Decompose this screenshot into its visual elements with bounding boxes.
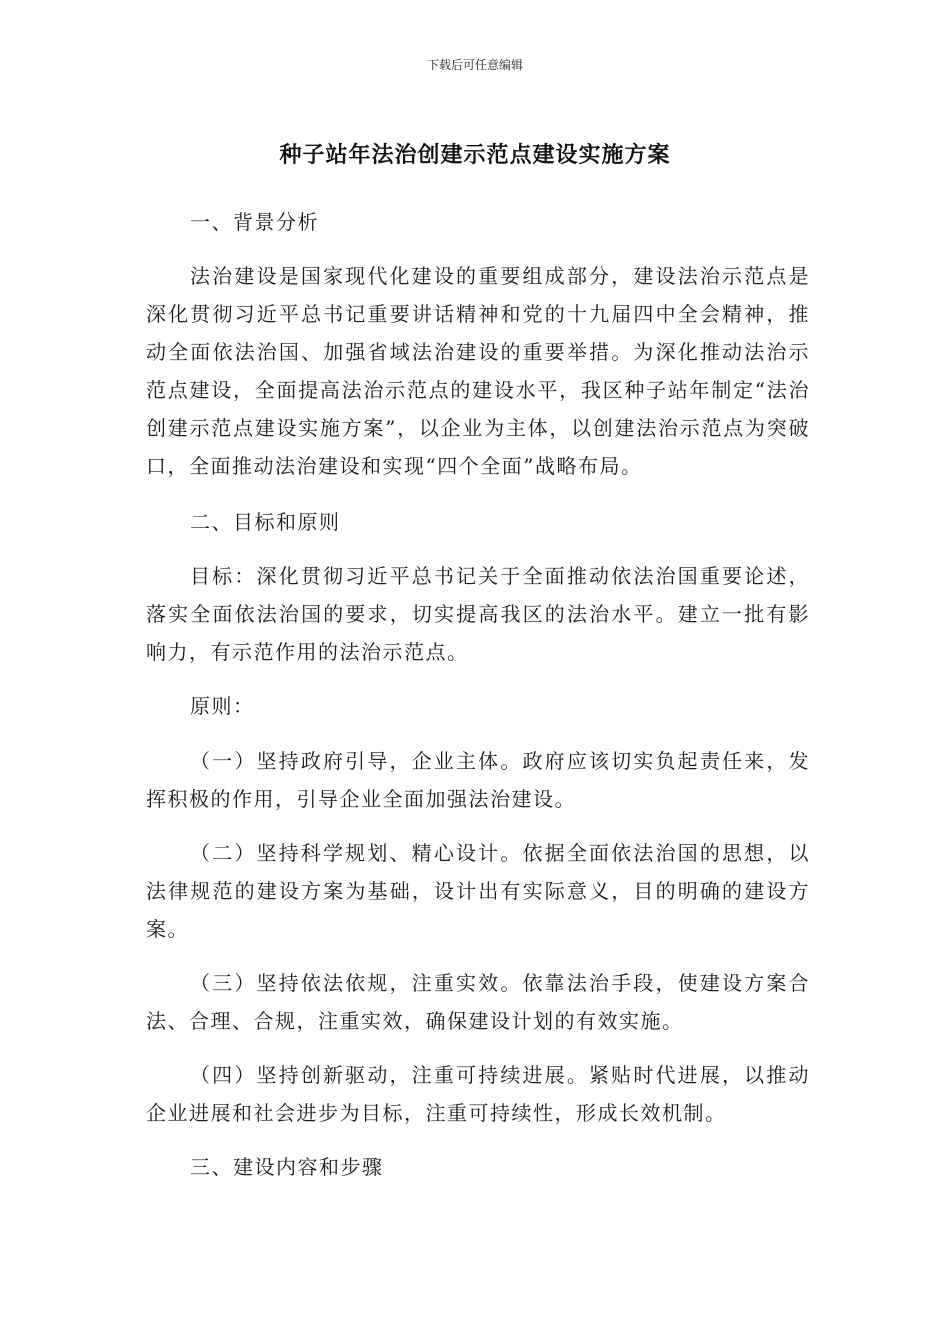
paragraph-goal: 目标：深化贯彻习近平总书记关于全面推动依法治国重要论述，落实全面依法治国的要求，切实提高我区的法治水平。建立一批有影响力，有示范作用的法治示范点。 (146, 564, 810, 664)
principle-item-2: （二）坚持科学规划、精心设计。依据全面依法治国的思想，以法律规范的建设方案为基础，设计出有实际意义，目的明确的建设方案。 (146, 841, 810, 941)
section-heading-goals: 二、目标和原则 (190, 510, 341, 534)
paragraph-background: 法治建设是国家现代化建设的重要组成部分，建设法治示范点是深化贯彻习近平总书记重要讲话精神和党的十九届四中全会精神，推动全面依法治国、加强省域法治建设的重要举措。为深化推动法治示范点建设，全面提高法治示范点的建设水平，我区种子站年制定“法治创建示范点建设实施方案”，以企业为主体，以创建法治示范点为突破口，全面推动法治建设和实现“四个全面”战略布局。 (146, 264, 810, 478)
principle-item-3: （三）坚持依法依规，注重实效。依靠法治手段，使建设方案合法、合理、合规，注重实效，确保建设计划的有效实施。 (146, 971, 810, 1033)
document-title: 种子站年法治创建示范点建设实施方案 (279, 143, 671, 168)
section-heading-background: 一、背景分析 (190, 210, 319, 234)
section-heading-content: 三、建设内容和步骤 (190, 1155, 384, 1179)
principle-item-4: （四）坚持创新驱动，注重可持续进展。紧贴时代进展，以推动企业进展和社会进步为目标，注重可持续性，形成长效机制。 (146, 1063, 810, 1125)
principle-item-1: （一）坚持政府引导，企业主体。政府应该切实负起责任来，发挥积极的作用，引导企业全面加强法治建设。 (146, 749, 810, 811)
principle-label: 原则： (190, 694, 255, 718)
header-note: 下载后可任意编辑 (426, 58, 523, 72)
